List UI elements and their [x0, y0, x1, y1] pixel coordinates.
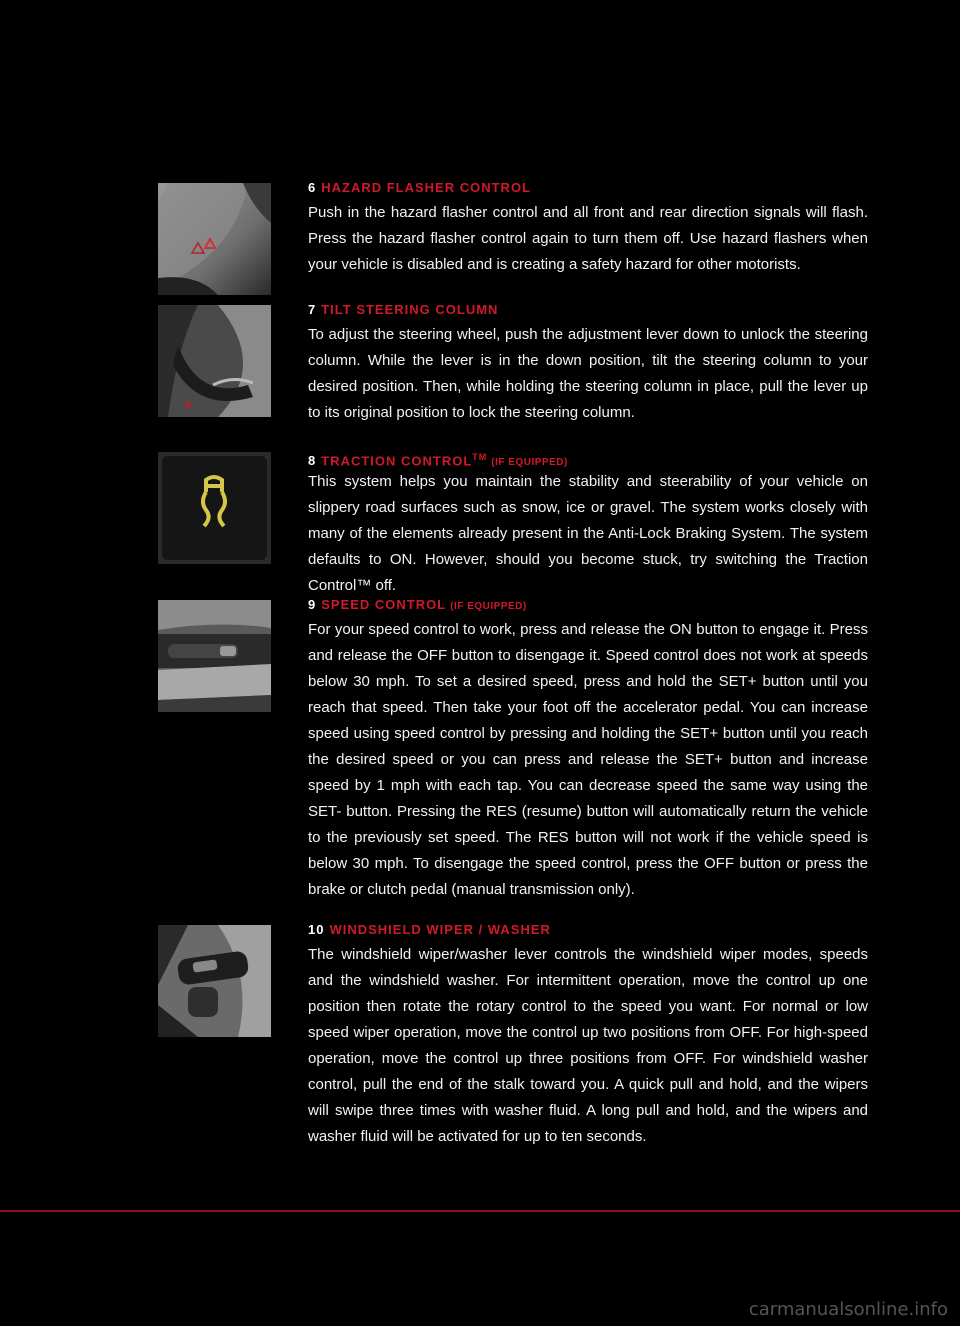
section-number: 7	[308, 302, 317, 317]
section-title: WINDSHIELD WIPER / WASHER	[329, 922, 551, 937]
section-number: 9	[308, 597, 317, 612]
section-heading	[308, 596, 868, 614]
section-body: The windshield wiper/washer lever controls the windshield wiper modes, speeds and the windshield washer. For intermittent operation, move the control up one position then rotate the rotary control to the speed you want. For normal or low speed wiper operation, move the control up two positions from OFF. For high-speed operation, move the control up three positions from OFF. For windshield washer control, pull the end of the stalk toward you. A quick pull and hold, and the wipers will swipe three times with washer fluid. A long pull and hold, and the wipers and washer fluid will be activated for up to ten seconds.	[308, 946, 868, 1145]
section-title: TRACTION CONTROL	[321, 453, 473, 469]
section-title: SPEED CONTROL	[321, 597, 447, 612]
speed-control-switch-photo	[158, 600, 271, 712]
section-body: This system helps you maintain the stability and steerability of your vehicle on slippery road surfaces such as snow, ice or gravel. The system works closely with many of the elements already present in the Anti-Lock Braking System. The system defaults to ON. However, should you become stuck, try switching the Traction Control™ off.	[308, 473, 868, 594]
trademark-mark: TM	[472, 452, 488, 462]
wiper-stalk-photo	[158, 925, 271, 1037]
section-title: HAZARD FLASHER CONTROL	[321, 180, 531, 195]
section-number: 6	[308, 180, 317, 195]
traction-control-button-photo	[158, 452, 271, 564]
steering-lever-photo	[158, 305, 271, 417]
section-qualifier: (IF EQUIPPED)	[491, 457, 568, 469]
section-body: Push in the hazard flasher control and all front and rear direction signals will flash. Press the hazard flasher control again to turn them off. Use hazard flashers when your vehicle is disabled and is creating a safety hazard for other motorists.	[308, 204, 868, 273]
section-body: To adjust the steering wheel, push the adjustment lever down to unlock the steering column. While the lever is in the down position, tilt the steering column to your desired position. Then, while holding the steering column in place, pull the lever up to its original position to lock the steering column.	[308, 326, 868, 421]
section-heading	[308, 921, 868, 939]
section-heading	[308, 179, 868, 197]
section-heading	[308, 301, 868, 319]
section-number: 10	[308, 922, 325, 937]
section-title: TILT STEERING COLUMN	[321, 302, 499, 317]
watermark: carmanualsonline.info	[748, 1299, 948, 1320]
section-qualifier: (IF EQUIPPED)	[450, 601, 527, 612]
section-heading	[308, 448, 868, 469]
hazard-button-photo	[158, 183, 271, 295]
footer-divider	[0, 1210, 960, 1212]
section-body: For your speed control to work, press and release the ON button to engage it. Press and release the OFF button to disengage it. Speed control does not work at speeds below 30 mph. To set a desired speed, press and hold the SET+ button until you reach that speed. Then take your foot off the accelerator pedal. You can increase speed using speed control by pressing and holding the SET+ button until you reach the desired speed or you can press and release the SET+ button and increase speed by 1 mph with each tap. You can decrease speed the same way using the SET- button. Pressing the RES (resume) button will automatically return the vehicle to the previously set speed. The RES button will not work if the vehicle speed is below 30 mph. To disengage the speed control, press the OFF button or press the brake or clutch pedal (manual transmission only).	[308, 621, 868, 898]
section-number: 8	[308, 453, 317, 469]
